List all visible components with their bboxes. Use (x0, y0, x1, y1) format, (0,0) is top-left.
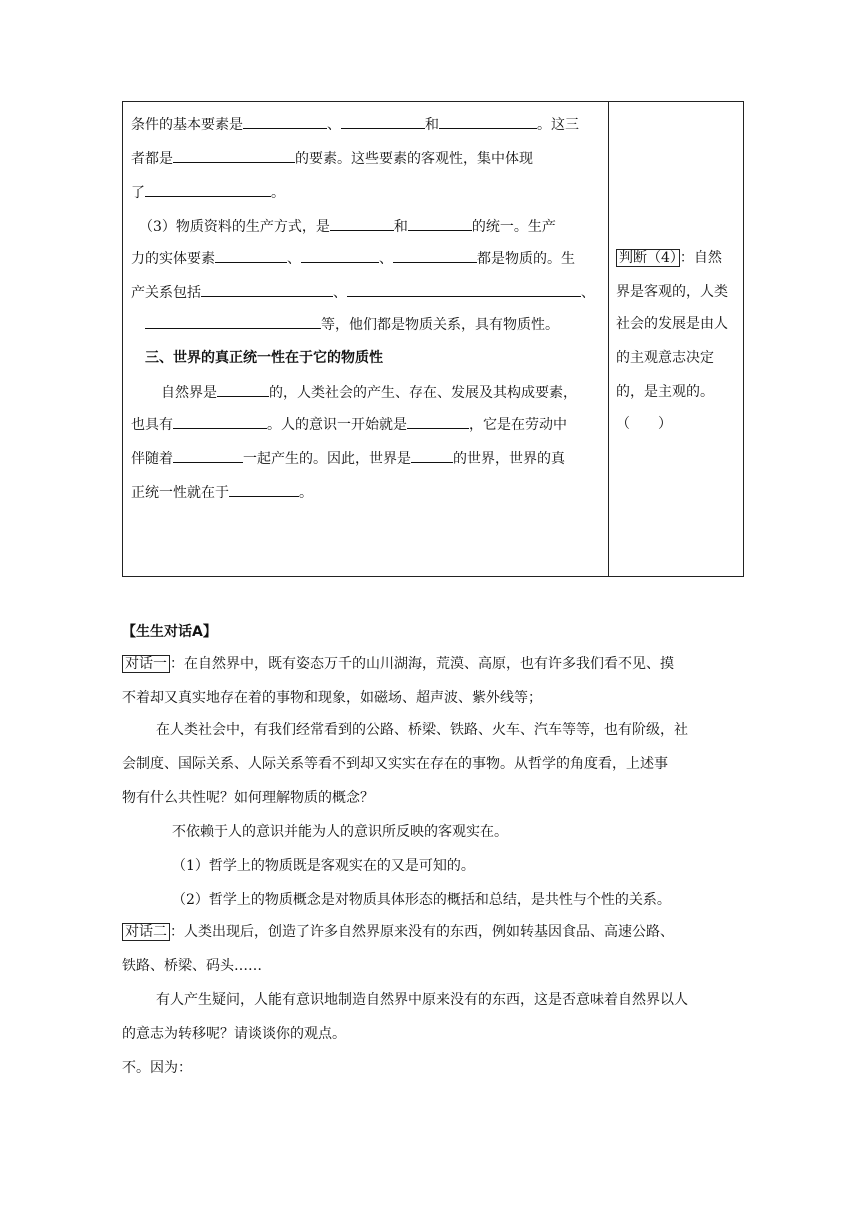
worksheet-table (122, 101, 744, 577)
fill-line-9: 也具有 。人的意识一开始就是 ，它是在劳动中 (131, 414, 567, 434)
fill-line-2: 者都是 的要素。这些要素的客观性，集中体现 (131, 148, 533, 168)
judge-label: 判断（4） (616, 249, 680, 267)
blank[interactable] (173, 414, 267, 429)
blank[interactable] (173, 448, 243, 463)
blank[interactable] (201, 282, 333, 297)
judge-answer-blank[interactable]: （ ） (616, 416, 672, 432)
blank[interactable] (145, 314, 321, 329)
blank[interactable] (330, 216, 394, 231)
blank[interactable] (408, 216, 472, 231)
blank[interactable] (439, 114, 537, 129)
judge-line-3: 社会的发展是由人 (616, 316, 728, 332)
fill-line-4: （3）物质资料的生产方式，是 和 的统一。生产 (139, 216, 556, 236)
judge-line-2: 界是客观的，人类 (616, 284, 728, 300)
blank[interactable] (215, 248, 287, 263)
judge-line-1: 判断（4） ：自然 (616, 248, 722, 268)
blank[interactable] (229, 482, 299, 497)
fill-line-11: 正统一性就在于 。 (131, 482, 313, 502)
dialog-1-line-2: 不着却又真实地存在着的事物和现象，如磁场、超声波、紫外线等； (122, 690, 542, 706)
dialog-2-line-2: 铁路、桥梁、码头…… (122, 958, 262, 974)
blank[interactable] (407, 414, 469, 429)
blank[interactable] (347, 282, 581, 297)
answer-4: 不。因为： (122, 1060, 192, 1076)
fill-line-5: 力的实体要素 、 、 都是物质的。生 (131, 248, 575, 268)
para-3-line-2: 的意志为转移呢？请谈谈你的观点。 (122, 1026, 346, 1042)
blank[interactable] (173, 148, 295, 163)
blank[interactable] (341, 114, 425, 129)
fill-line-1: 条件的基本要素是 、 和 。这三 (131, 114, 579, 134)
judge-line-5: 的，是主观的。 (616, 384, 714, 400)
column-divider (608, 102, 609, 576)
judge-line-4: 的主观意志决定 (616, 350, 714, 366)
fill-line-7: 等，他们都是物质关系，具有物质性。 (145, 314, 559, 334)
blank[interactable] (393, 248, 477, 263)
dialog-2-label: 对话二 (122, 923, 170, 941)
fill-line-10: 伴随着 一起产生的。因此，世界是 的世界，世界的真 (131, 448, 565, 468)
para-2-line-1: 在人类社会中，有我们经常看到的公路、桥梁、铁路、火车、汽车等等，也有阶级，社 (156, 722, 688, 738)
dialog-2-line-1: 对话二 ：人类出现后，创造了许多自然界原来没有的东西，例如转基因食品、高速公路、 (122, 922, 674, 942)
section-heading-3: 三、世界的真正统一性在于它的物质性 (145, 350, 383, 366)
fill-line-6: 产关系包括 、 、 (131, 282, 595, 302)
fill-line-8: 自然界是 的，人类社会的产生、存在、发展及其构成要素， (161, 382, 577, 402)
answer-1: 不依赖于人的意识并能为人的意识所反映的客观实在。 (172, 824, 508, 840)
para-2-line-2: 会制度、国际关系、人际关系等看不到却又实实在存在的事物。从哲学的角度看，上述事 (122, 756, 668, 772)
dialog-1-label: 对话一 (122, 655, 170, 673)
para-2-line-3: 物有什么共性呢？如何理解物质的概念？ (122, 790, 374, 806)
blank[interactable] (301, 248, 379, 263)
fill-line-3: 了 。 (131, 182, 285, 202)
blank[interactable] (243, 114, 327, 129)
answer-2: （1）哲学上的物质既是客观实在的又是可知的。 (172, 858, 475, 874)
para-3-line-1: 有人产生疑问，人能有意识地制造自然界中原来没有的东西，这是否意味着自然界以人 (156, 992, 688, 1008)
dialog-1-line-1: 对话一 ：在自然界中，既有姿态万千的山川湖海，荒漠、高原，也有许多我们看不见、摸 (122, 654, 674, 674)
blank[interactable] (217, 382, 269, 397)
blank[interactable] (145, 182, 271, 197)
answer-3: （2）哲学上的物质概念是对物质具体形态的概括和总结，是共性与个性的关系。 (172, 892, 671, 908)
blank[interactable] (411, 448, 453, 463)
dialog-title: 【生生对话A】 (122, 624, 217, 640)
